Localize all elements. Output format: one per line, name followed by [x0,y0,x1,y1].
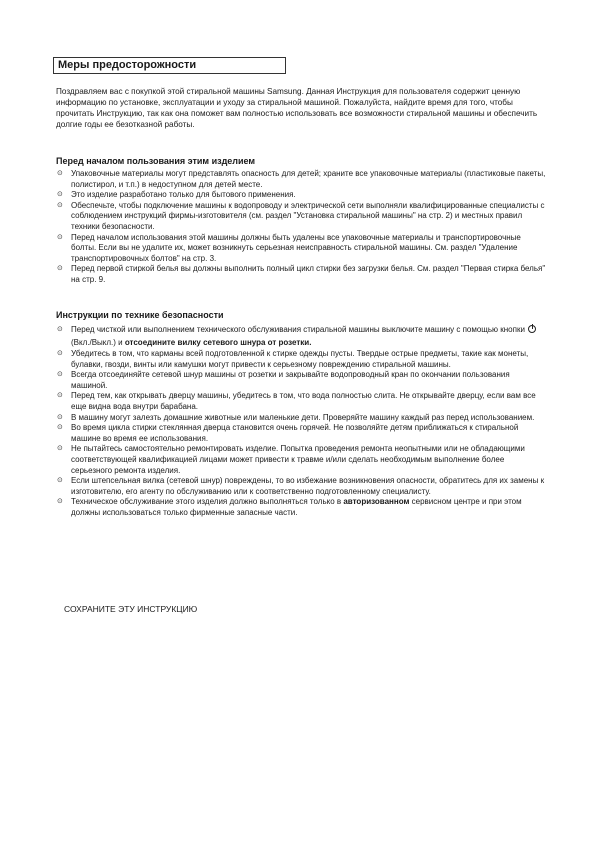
bullet-icon: ⊙ [57,265,63,273]
list-item: ⊙ Обеспечьте, чтобы подключение машины к водопроводу и электрической сети выполняли квалифицированные специалисты с соблюдением инструкций фирмы-изготовителя (см. раздел "Установка стиральной машины" на стр. 2) и местных правил техники безопасности. [57,200,545,231]
list-item: ⊙ Техническое обслуживание этого изделия должно выполняться только в авторизованном сервисном центре и при этом должны использоваться только фирменные запасные части. [57,497,522,517]
list-item: ⊙ В машину могут залезть домашние животные или маленькие дети. Проверяйте машину каждый раз перед использованием. [57,412,535,422]
section1-list [56,169,546,286]
bullet-icon: ⊙ [57,170,63,177]
list-item: ⊙ Перед первой стиркой белья вы должны выполнить полный цикл стирки без загрузки белья. См. раздел "Первая стирка белья" на стр. 9. [57,264,546,284]
bullet-icon: ⊙ [57,201,63,209]
list-item: ⊙ Перед началом использования этой машины должны быть удалены все упаковочные материалы и транспортировочные болты. Если вы не удалите их, может возникнуть серьезная неисправность стиральной машины. См. раздел "Удаление транспортировочных болтов" на стр. 3. [57,232,521,263]
list-item: ⊙ Перед чисткой или выполнением технического обслуживания стиральной машины выключите машину с помощью кнопки (Вкл./Выкл.) и отсоедините вилку сетевого шнура от розетки. [56,323,546,349]
section1-heading: Перед началом пользования этим изделием [56,156,256,166]
list-item: ⊙ Если штепсельная вилка (сетевой шнур) повреждены, то во избежание возникновения опасности, обратитесь для их замены к изготовителю, его агенту по обслуживанию или к соответственно подготовленному специалисту. [57,476,545,496]
bullet-icon: ⊙ [57,392,63,400]
list-item: ⊙ Всегда отсоединяйте сетевой шнур машины от розетки и закрывайте водопроводный кран по окончании пользования машиной. [57,370,510,390]
list-item: ⊙ Во время цикла стирки стеклянная дверца становится очень горячей. Не позволяйте детям приближаться к стиральной машине во время ее использования. [57,423,519,443]
power-icon [528,325,536,333]
bullet-icon: ⊙ [57,326,63,333]
page-title: Меры предосторожности [58,59,197,71]
bullet-icon: ⊙ [57,477,63,485]
bullet-icon: ⊙ [57,233,63,241]
list-item: ⊙ Не пытайтесь самостоятельно ремонтировать изделие. Попытка проведения ремонта неопытными или не обладающими соответствующей квалификацией лицами может привести к травме и/или сделать необходимым выполнение более серьезного ремонта изделия. [57,444,525,475]
bullet-icon: ⊙ [57,413,63,421]
bullet-icon: ⊙ [57,424,63,432]
bullet-icon: ⊙ [57,445,63,453]
list-item: ⊙ Упаковочные материалы могут представлять опасность для детей; храните все упаковочные материалы (пластиковые пакеты, полистирол, и т.п.) в недоступном для детей месте. [57,169,546,189]
section2-heading: Инструкции по технике безопасности [56,310,224,320]
bullet-icon: ⊙ [57,371,63,379]
section2-list [56,323,546,519]
bullet-icon: ⊙ [57,498,63,506]
list-item: ⊙ Убедитесь в том, что карманы всей подготовленной к стирке одежды пусты. Твердые острые предметы, такие как монеты, булавки, гвозди, винты или камушки могут привести к серьезному повреждению стиральной машины. [57,349,529,369]
bullet-icon: ⊙ [57,350,63,357]
page-title-box [53,57,286,74]
bullet-icon: ⊙ [57,191,63,199]
intro-paragraph: Поздравляем вас с покупкой этой стиральной машины Samsung. Данная Инструкция для пользователя содержит ценную информацию по установке, эксплуатации и уходу за стиральной машиной. Пожалуйста, найдите время для того, чтобы прочитать Инструкцию, так как она поможет вам полностью использовать все возможности стиральной машины и обеспечить долгие годы ее безотказной работы. [56,87,538,129]
list-item: ⊙ Это изделие разработано только для бытового применения. [57,190,296,200]
footer-note: СОХРАНИТЕ ЭТУ ИНСТРУКЦИЮ [64,604,198,614]
list-item: ⊙ Перед тем, как открывать дверцу машины, убедитесь в том, что вода полностью слита. Не открывайте дверцу, если вам все еще видна вода внутри барабана. [57,391,536,411]
